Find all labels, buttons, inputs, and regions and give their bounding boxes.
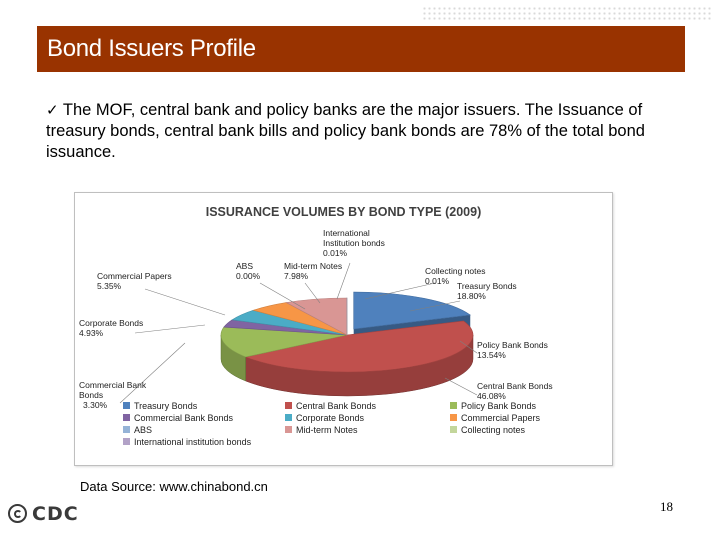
legend-swatch — [285, 426, 292, 433]
legend-entry: Central Bank Bonds — [296, 401, 377, 411]
leader-line-3 — [120, 343, 185, 403]
legend-entry: Treasury Bonds — [134, 401, 198, 411]
leader-line-1 — [445, 378, 477, 395]
data-label-value: 7.98% — [284, 271, 309, 281]
data-label-value: 4.93% — [79, 328, 104, 338]
legend-entry: Corporate Bonds — [296, 413, 365, 423]
data-label-name: Treasury Bonds — [457, 281, 517, 291]
data-label-value: 46.08% — [477, 391, 506, 401]
data-label-value: 13.54% — [477, 350, 506, 360]
pie-chart-svg — [75, 193, 612, 465]
data-label-name: Collecting notes — [425, 266, 486, 276]
legend-entry: Mid-term Notes — [296, 425, 358, 435]
data-label-value: 18.80% — [457, 291, 486, 301]
title-bar — [37, 26, 685, 72]
legend-swatch — [123, 402, 130, 409]
legend-entry: International institution bonds — [134, 437, 252, 447]
data-label-name: Commercial Bank — [79, 380, 147, 390]
data-label-value: 0.01% — [425, 276, 450, 286]
leader-line-5 — [145, 289, 225, 315]
pie-chart — [74, 192, 613, 466]
legend-swatch — [123, 414, 130, 421]
data-label-name: ABS — [236, 261, 254, 271]
data-label-value: 0.01% — [323, 248, 348, 258]
legend-entry: Commercial Bank Bonds — [134, 413, 234, 423]
checkmark-icon: ✓ — [46, 101, 59, 119]
legend-entry: Commercial Papers — [461, 413, 541, 423]
leader-line-4 — [135, 325, 205, 333]
data-label-value: 3.30% — [83, 400, 108, 410]
cdc-logo-icon — [8, 504, 27, 523]
cdc-logo — [8, 503, 108, 527]
page-number: 18 — [660, 499, 673, 514]
data-label-name: Commercial Papers — [97, 271, 172, 281]
legend-swatch — [450, 402, 457, 409]
data-label-value: 0.00% — [236, 271, 261, 281]
data-label-name: Bonds — [79, 390, 104, 400]
data-label-name: International — [323, 228, 370, 238]
bullet-point — [46, 100, 696, 163]
data-label-name: Corporate Bonds — [79, 318, 144, 328]
decorative-dot-pattern — [422, 6, 712, 22]
data-label-name: Policy Bank Bonds — [477, 340, 548, 350]
legend-swatch — [285, 414, 292, 421]
legend-entry: Collecting notes — [461, 425, 526, 435]
chart-title: ISSURANCE VOLUMES BY BOND TYPE (2009) — [205, 205, 482, 219]
data-source: Data Source: www.chinabond.cn — [80, 479, 268, 494]
bullet-text: The MOF, central bank and policy banks are the major issuers. The Issuance of treasury bonds, central bank bills and policy bank bonds are 78% of the total bond issuance. — [46, 101, 645, 161]
legend-entry: ABS — [134, 425, 153, 435]
legend-swatch — [450, 414, 457, 421]
legend-swatch — [285, 402, 292, 409]
legend-swatch — [450, 426, 457, 433]
legend-entry: Policy Bank Bonds — [461, 401, 537, 411]
data-label-name: Mid-term Notes — [284, 261, 343, 271]
cdc-logo-text: CDC — [32, 503, 79, 525]
data-label-name: Institution bonds — [323, 238, 385, 248]
data-label-name: Central Bank Bonds — [477, 381, 553, 391]
data-label-value: 5.35% — [97, 281, 122, 291]
legend-swatch — [123, 438, 130, 445]
slide-title: Bond Issuers Profile — [47, 35, 256, 62]
legend-swatch — [123, 426, 130, 433]
